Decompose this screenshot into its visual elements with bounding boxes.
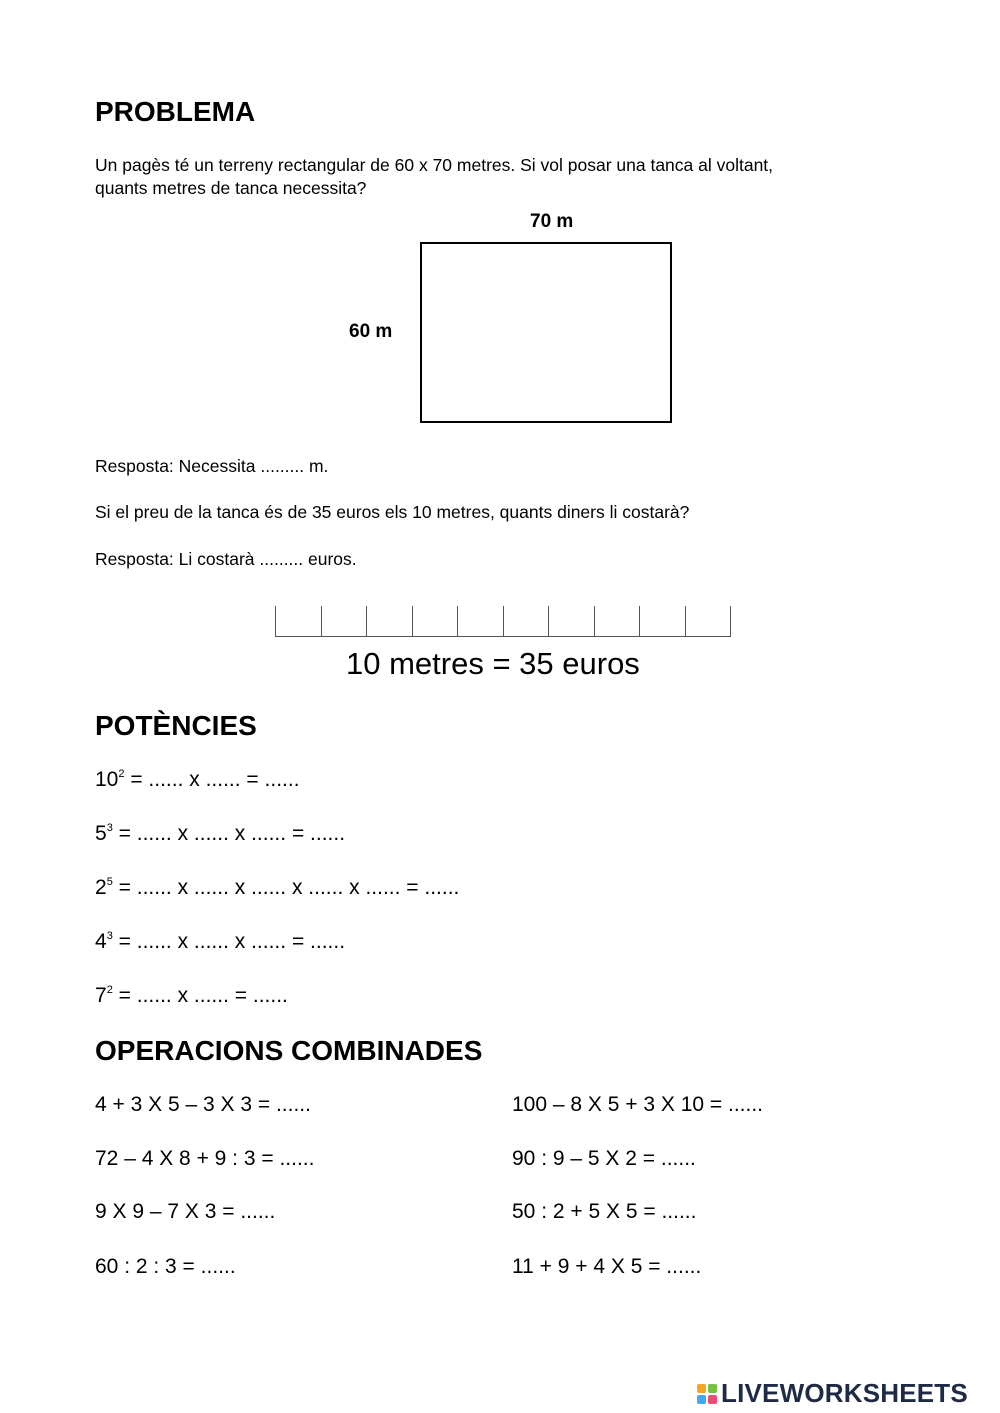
question-2: Si el preu de la tanca és de 35 euros els 10 metres, quants diners li costarà?	[95, 502, 690, 522]
combined-exercise-right: 11 + 9 + 4 X 5 = ......	[512, 1255, 702, 1278]
liveworksheets-logo	[697, 1378, 968, 1409]
ruler-tick	[730, 606, 731, 636]
ruler-tick	[457, 606, 458, 636]
liveworksheets-logo-icon	[697, 1384, 717, 1404]
combined-heading: OPERACIONS COMBINADES	[95, 1035, 483, 1066]
answer-2: Resposta: Li costarà ......... euros.	[95, 549, 357, 569]
ruler-tick	[548, 606, 549, 636]
ruler-tick	[594, 606, 595, 636]
ruler-tick	[639, 606, 640, 636]
field-rectangle	[420, 242, 672, 423]
ruler-tick	[275, 606, 276, 636]
ruler-tick	[503, 606, 504, 636]
combined-exercise-left: 9 X 9 – 7 X 3 = ......	[95, 1200, 276, 1223]
combined-exercise-left: 4 + 3 X 5 – 3 X 3 = ......	[95, 1093, 311, 1116]
combined-exercise-right: 90 : 9 – 5 X 2 = ......	[512, 1147, 696, 1170]
power-exercise: $10^2$ = ...... x ...... = ......	[95, 768, 300, 791]
combined-exercise-right: 50 : 2 + 5 X 5 = ......	[512, 1200, 697, 1223]
power-exercise: $7^2$ = ...... x ...... = ......	[95, 984, 288, 1007]
ruler-tick	[366, 606, 367, 636]
answer-1: Resposta: Necessita ......... m.	[95, 456, 329, 476]
power-exercise: $4^3$ = ...... x ...... x ...... = ......	[95, 930, 346, 953]
fence-ruler	[275, 606, 731, 637]
combined-exercise-right: 100 – 8 X 5 + 3 X 10 = ......	[512, 1093, 764, 1116]
liveworksheets-logo-text: LIVEWORKSHEETS	[721, 1378, 968, 1408]
rectangle-width-label: 70 m	[530, 211, 574, 232]
ruler-tick	[321, 606, 322, 636]
problem-statement-line1: Un pagès té un terreny rectangular de 60 x 70 metres. Si vol posar una tanca al voltant,	[95, 155, 774, 175]
problem-statement-line2: quants metres de tanca necessita?	[95, 178, 367, 198]
power-exercise: $5^3$ = ...... x ...... x ...... = ......	[95, 822, 346, 845]
powers-heading: POTÈNCIES	[95, 710, 257, 741]
ruler-tick	[685, 606, 686, 636]
rectangle-height-label: 60 m	[349, 321, 393, 342]
problem-heading: PROBLEMA	[95, 96, 256, 127]
scale-caption: 10 metres = 35 euros	[346, 646, 640, 681]
combined-exercise-left: 72 – 4 X 8 + 9 : 3 = ......	[95, 1147, 315, 1170]
combined-exercise-left: 60 : 2 : 3 = ......	[95, 1255, 236, 1278]
ruler-tick	[412, 606, 413, 636]
power-exercise: $2^5$ = ...... x ...... x ...... x ...... x ...... = ......	[95, 876, 460, 899]
